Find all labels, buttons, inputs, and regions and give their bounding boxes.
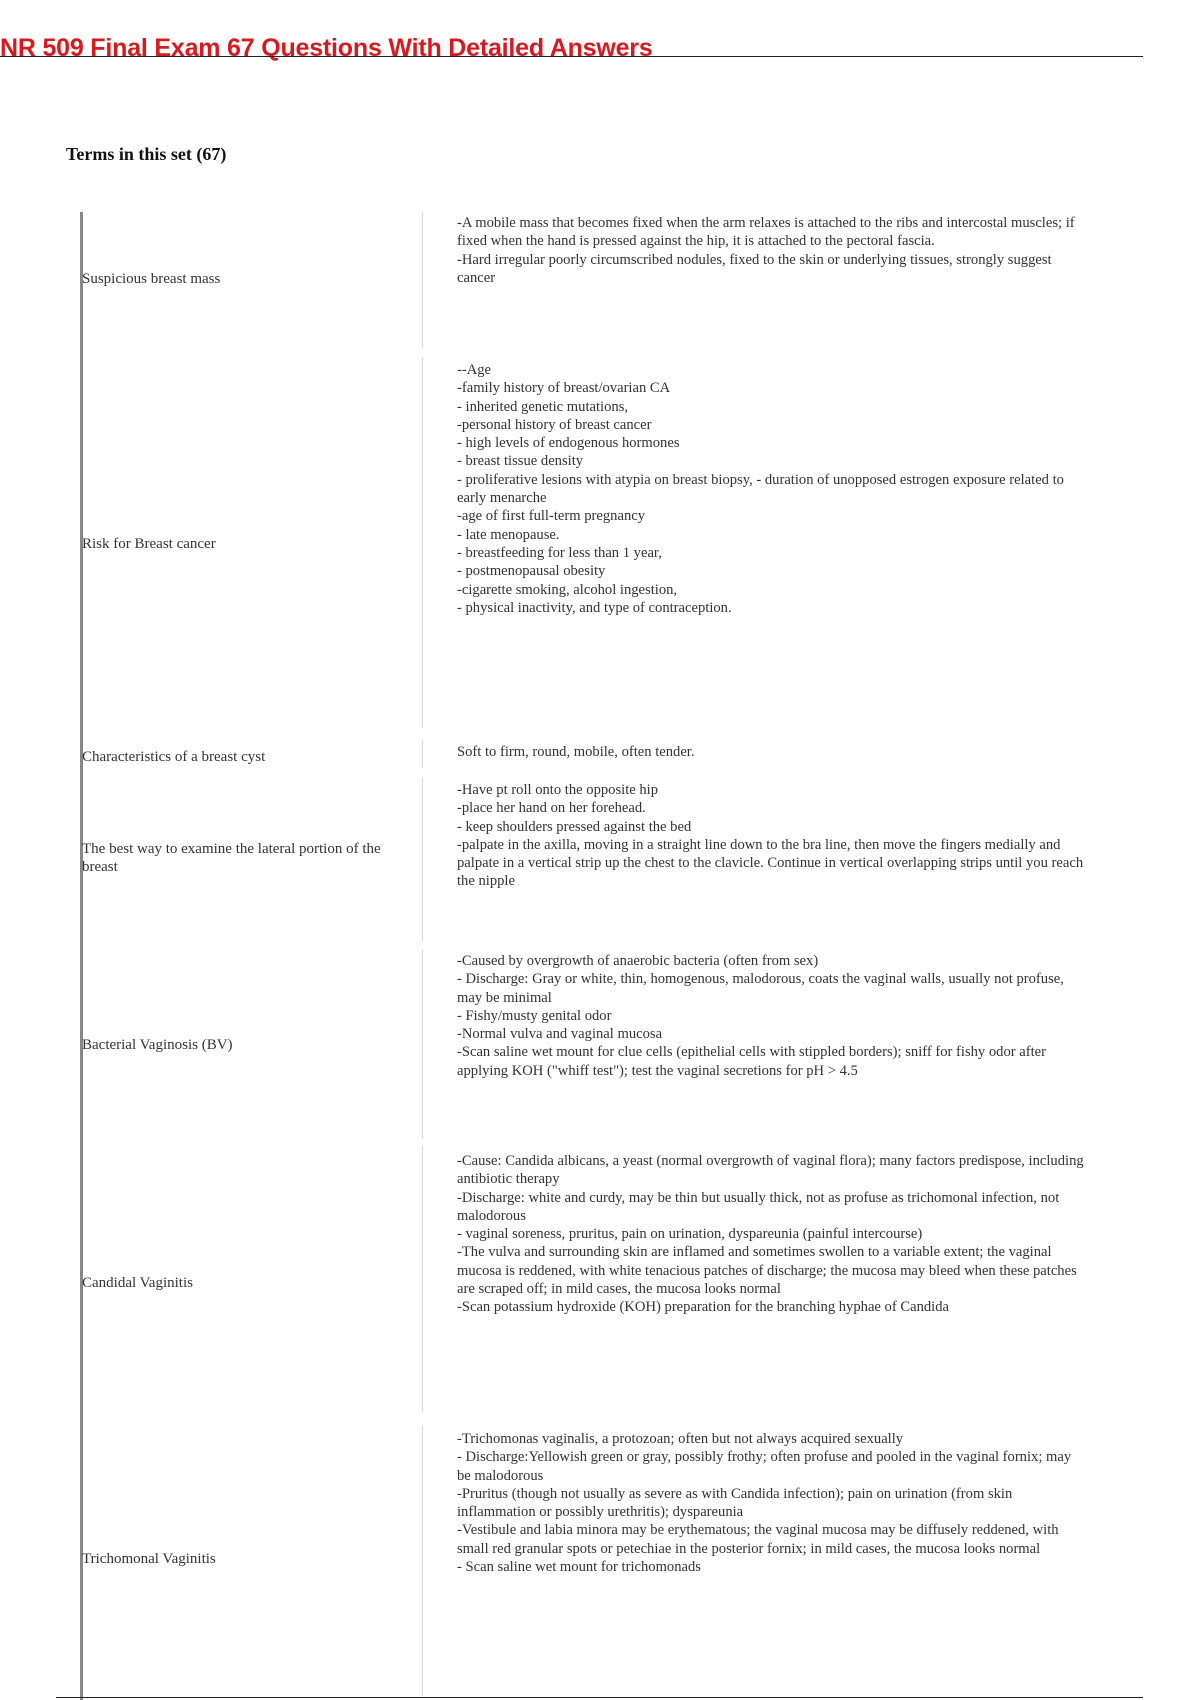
term-label: Suspicious breast mass [82, 271, 221, 287]
term-row [0, 1426, 1200, 1696]
terms-count-heading: Terms in this set (67) [66, 144, 227, 164]
term-label: Trichomonal Vaginitis [82, 1551, 216, 1567]
term-definition: --Age -family history of breast/ovarian CA - inherited genetic mutations, -personal history of breast cancer - high levels of endogenous hormones - breast tissue density - proliferative lesions with atypia on breast biopsy, - duration of unopposed estrogen exposure related to early menarche -age of first full-term pregnancy - late menopause. - breastfeeding for less than 1 year, - postmenopausal obesity -cigarette smoking, alcohol ingestion, - physical inactivity, and type of contraception. [457, 362, 1064, 616]
term-definition: -A mobile mass that becomes fixed when the arm relaxes is attached to the ribs and intercostal muscles; if fixed when the hand is pressed against the hip, it is attached to the pectoral fascia. -Hard irregular poorly circumscribed nodules, fixed to the skin or underlying tissues, strongly suggest cancer [457, 215, 1075, 286]
column-divider [422, 1146, 423, 1412]
term-row [0, 212, 1200, 352]
term-row [0, 1146, 1200, 1416]
term-label: Bacterial Vaginosis (BV) [82, 1037, 233, 1053]
term-definition: -Trichomonas vaginalis, a protozoan; often but not always acquired sexually - Discharge:Yellowish green or gray, possibly frothy; often profuse and pooled in the vaginal fornix; may be malodorous -Pruritus (though not usually as severe as with Candida infection); pain on urination (from skin inflammation or possibly urethritis); dyspareunia -Vestibule and labia minora may be erythematous; the vaginal mucosa may be diffusely reddened, with small red granular spots or petechiae in the posterior fornix; in mild cases, the mucosa looks normal - Scan saline wet mount for trichomonads [457, 1431, 1072, 1576]
term-definition: -Cause: Candida albicans, a yeast (normal overgrowth of vaginal flora); many factors predispose, including antibiotic therapy -Discharge: white and curdy, may be thin but usually thick, not as profuse as trichomonal infection, not malodorous - vaginal soreness, pruritus, pain on urination, dyspareunia (painful intercourse) -The vulva and surrounding skin are inflamed and sometimes swollen to a variable extent; the vaginal mucosa is reddened, with white tenacious patches of discharge; the mucosa may bleed when these patches are scraped off; in mild cases, the mucosa looks normal -Scan potassium hydroxide (KOH) preparation for the branching hyphae of Candida [457, 1153, 1084, 1316]
term-label: Risk for Breast cancer [82, 536, 216, 552]
term-label: Candidal Vaginitis [82, 1275, 193, 1291]
term-row [0, 357, 1200, 731]
column-divider [422, 1426, 423, 1696]
column-divider [422, 950, 423, 1139]
term-row [0, 778, 1200, 944]
term-row [0, 740, 1200, 770]
bottom-rule [56, 1697, 1143, 1698]
term-definition: Soft to firm, round, mobile, often tender. [457, 744, 695, 760]
column-divider [422, 212, 423, 348]
column-divider [422, 740, 423, 768]
title-underline [0, 56, 1143, 57]
term-label: The best way to examine the lateral portion of the breast [82, 841, 381, 875]
term-label: Characteristics of a breast cyst [82, 749, 266, 765]
term-definition: -Have pt roll onto the opposite hip -place her hand on her forehead. - keep shoulders pressed against the bed -palpate in the axilla, moving in a straight line down to the bra line, then move the fingers medially and palpate in a vertical strip up the chest to the clavicle. Continue in vertical overlapping strips until you reach the nipple [457, 782, 1084, 890]
column-divider [422, 357, 423, 728]
term-definition: -Caused by overgrowth of anaerobic bacteria (often from sex) - Discharge: Gray or white, thin, homogenous, malodorous, coats the vaginal walls, usually not profuse, may be minimal - Fishy/musty genital odor -Normal vulva and vaginal mucosa -Scan saline wet mount for clue cells (epithelial cells with stippled borders); sniff for fishy odor after applying KOH ("whiff test"); test the vaginal secretions for pH > 4.5 [457, 953, 1064, 1079]
column-divider [422, 778, 423, 941]
term-row [0, 950, 1200, 1142]
document-title: NR 509 Final Exam 67 Questions With Detailed Answers [0, 34, 653, 62]
